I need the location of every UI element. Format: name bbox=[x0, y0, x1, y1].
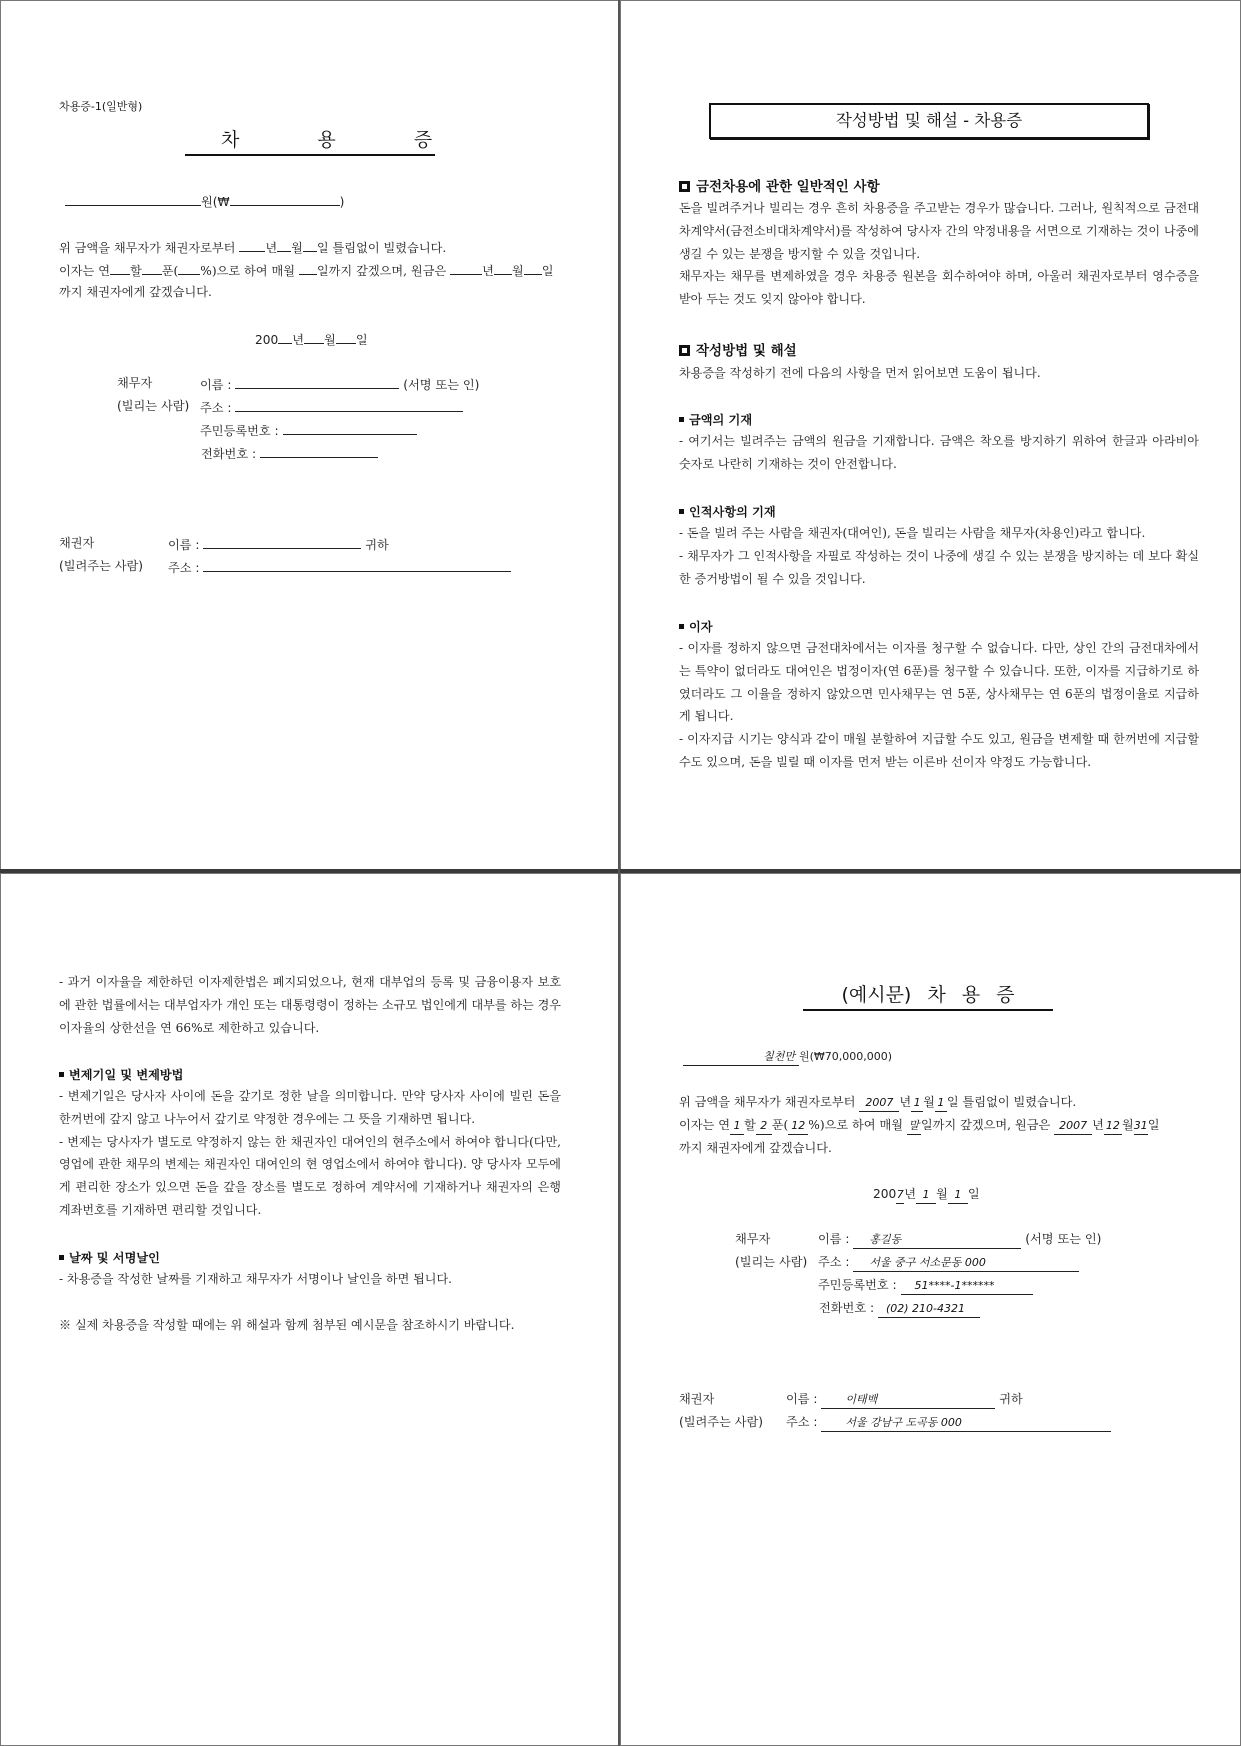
interest-percent-blank[interactable] bbox=[178, 260, 200, 275]
sample-debtor-id-row: 주민등록번호 : 51****-1****** bbox=[818, 1276, 1033, 1295]
sample-creditor-name-row: 이름 : 이태백 귀하 bbox=[786, 1390, 1023, 1409]
sub-repayment-body: - 변제기일은 당사자 사이에 돈을 갚기로 정한 날을 의미합니다. 만약 당사자 사이에 빌린 돈을 한꺼번에 갚지 않고 나누어서 갚기로 약정한 경우에는 그 뜻을 기재하면 됩니다. - 변제는 당사자가 별도로 약정하지 않는 한 채권자인 대여인의 현주소에서 하여야 합니다(다만, 영업에 관한 채무의 변제는 채권자인 대여인의 현 영업소에서 하여야 합니다). 양 당사자 모두에게 편리한 장소가 있으면 돈을 갚을 장소를 별도로 정하여 계약서에 기재하거나 채권자의 은행 계좌번호를 기재하면 편리할 것입니다. bbox=[59, 1089, 561, 1217]
sample-debtor-phone[interactable]: (02) 210-4321 bbox=[878, 1302, 980, 1318]
square-bullet-icon bbox=[679, 345, 690, 356]
debtor-phone-row: 전화번호 : bbox=[201, 443, 378, 462]
month-blank[interactable] bbox=[277, 237, 291, 252]
sample-date-year[interactable]: 7 bbox=[896, 1188, 904, 1204]
sample-date-row: 2007년 1 월 1 일 bbox=[873, 1185, 980, 1204]
bullet-icon bbox=[679, 624, 684, 629]
page-3-instructions-continued bbox=[0, 873, 620, 1746]
repay-year-blank[interactable] bbox=[450, 260, 482, 275]
bullet-icon bbox=[59, 1255, 64, 1260]
sample-repay-year[interactable]: 2007 bbox=[1054, 1119, 1092, 1135]
debtor-address-row: 주소 : bbox=[200, 397, 463, 416]
sample-borrow-line-2: 이자는 연 1 할 2 푼( 12 %)으로 하여 매월 말 일까지 갚겠으며, 원금은 2007 년 12 월31일 bbox=[679, 1116, 1159, 1135]
sub-repayment-heading: 변제기일 및 변제방법 bbox=[59, 1066, 183, 1083]
page-divider-vertical bbox=[618, 0, 620, 1746]
sample-borrow-line-3: 까지 채권자에게 갚겠습니다. bbox=[679, 1141, 832, 1155]
day-blank[interactable] bbox=[303, 237, 317, 252]
sample-interest-hal[interactable]: 1 bbox=[730, 1119, 744, 1135]
debtor-id-row: 주민등록번호 : bbox=[200, 420, 417, 439]
sample-debtor-label: 채무자 bbox=[735, 1232, 771, 1246]
amount-number-blank[interactable] bbox=[230, 191, 340, 206]
sample-amount-row bbox=[683, 1048, 892, 1066]
instructions-title: 작성방법 및 해설 - 차용증 bbox=[709, 103, 1149, 139]
sub-amount-body: - 여기서는 빌려주는 금액의 원금을 기재합니다. 금액은 착오를 방지하기 위하여 한글과 아라비아 숫자로 나란히 기재하는 것이 안전합니다. bbox=[679, 434, 1199, 471]
sample-interest-percent[interactable]: 12 bbox=[788, 1119, 808, 1135]
debtor-address-blank[interactable] bbox=[235, 397, 463, 412]
sub-signature-heading: 날짜 및 서명날인 bbox=[59, 1249, 160, 1266]
borrow-line-2: 이자는 연 할 푼( %)으로 하여 매월 일까지 갚겠으며, 원금은 년 월 일 bbox=[59, 260, 553, 279]
interest-limit-body: - 과거 이자율을 제한하던 이자제한법은 폐지되었으나, 현재 대부업의 등록 및 금융이용자 보호에 관한 법률에서는 대부업자가 개인 또는 대통령령이 정하는 소규모 법인에게 대부를 하는 경우 이자율의 상한선을 연 66%로 제한하고 있습니다. bbox=[59, 975, 561, 1035]
form-code: 차용증-1(일반형) bbox=[59, 100, 143, 113]
amount-label: 원(₩ bbox=[201, 195, 230, 209]
year-blank[interactable] bbox=[239, 237, 265, 252]
amount-blank[interactable] bbox=[65, 191, 201, 206]
sample-debtor-phone-row: 전화번호 : (02) 210-4321 bbox=[819, 1299, 980, 1318]
sample-repay-month[interactable]: 12 bbox=[1104, 1119, 1122, 1135]
creditor-sub-label: (빌려주는 사람) bbox=[59, 559, 144, 573]
sample-debtor-name-row: 이름 : 홍길동 (서명 또는 인) bbox=[818, 1230, 1101, 1249]
sample-debtor-name[interactable]: 홍길동 bbox=[853, 1233, 1021, 1249]
repay-day-blank[interactable] bbox=[524, 260, 542, 275]
sample-debtor-address-row: 주소 : 서울 중구 서소문동 000 bbox=[818, 1253, 1079, 1272]
page-2-instructions bbox=[620, 0, 1241, 870]
creditor-address-blank[interactable] bbox=[203, 557, 511, 572]
sample-creditor-sub-label: (빌려주는 사람) bbox=[679, 1415, 764, 1429]
sample-creditor-name[interactable]: 이태백 bbox=[821, 1393, 995, 1409]
bullet-icon bbox=[679, 509, 684, 514]
repay-month-blank[interactable] bbox=[494, 260, 512, 275]
page-divider-horizontal bbox=[0, 869, 1241, 873]
creditor-label: 채권자 bbox=[59, 536, 95, 550]
bullet-icon bbox=[59, 1072, 64, 1077]
sample-creditor-address-row: 주소 : 서울 강남구 도곡동 000 bbox=[786, 1413, 1111, 1432]
sample-creditor-address[interactable]: 서울 강남구 도곡동 000 bbox=[821, 1416, 1111, 1432]
sample-month[interactable]: 1 bbox=[911, 1096, 923, 1112]
square-bullet-icon bbox=[679, 181, 690, 192]
sub-signature-body: - 차용증을 작성한 날짜를 기재하고 채무자가 서명이나 날인을 하면 됩니다. bbox=[59, 1272, 453, 1286]
section-general-heading: 금전차용에 관한 일반적인 사항 bbox=[679, 175, 880, 195]
page-4-sample-loan-form bbox=[620, 873, 1241, 1746]
borrow-line-3: 까지 채권자에게 갚겠습니다. bbox=[59, 285, 212, 299]
form-title: 차 용 증 bbox=[185, 125, 435, 156]
sample-title: (예시문) 차 용 증 bbox=[803, 980, 1053, 1011]
sample-date-day[interactable]: 1 bbox=[948, 1188, 968, 1204]
bullet-icon bbox=[679, 417, 684, 422]
sample-debtor-address[interactable]: 서울 중구 서소문동 000 bbox=[853, 1256, 1079, 1272]
sample-day[interactable]: 1 bbox=[935, 1096, 947, 1112]
debtor-phone-blank[interactable] bbox=[260, 443, 378, 458]
sample-debtor-id[interactable]: 51****-1****** bbox=[901, 1279, 1033, 1295]
reference-note: ※ 실제 차용증을 작성할 때에는 위 해설과 함께 첨부된 예시문을 참조하시기 바랍니다. bbox=[59, 1318, 515, 1332]
sample-year[interactable]: 2007 bbox=[859, 1096, 899, 1112]
date-row: 200 년 월 일 bbox=[255, 329, 368, 348]
monthly-day-blank[interactable] bbox=[299, 260, 317, 275]
creditor-name-row: 이름 : 귀하 bbox=[168, 534, 389, 553]
sub-interest-heading: 이자 bbox=[679, 618, 713, 635]
debtor-label: 채무자 bbox=[117, 376, 153, 390]
debtor-name-blank[interactable] bbox=[235, 374, 399, 389]
date-day-blank[interactable] bbox=[336, 329, 356, 344]
sample-date-month[interactable]: 1 bbox=[916, 1188, 936, 1204]
debtor-id-blank[interactable] bbox=[283, 420, 417, 435]
debtor-sub-label: (빌리는 사람) bbox=[117, 399, 190, 413]
creditor-address-row: 주소 : bbox=[168, 557, 511, 576]
sample-monthly-day[interactable]: 말 bbox=[907, 1119, 921, 1135]
debtor-name-row: 이름 : (서명 또는 인) bbox=[200, 374, 479, 393]
creditor-name-blank[interactable] bbox=[203, 534, 361, 549]
sample-creditor-label: 채권자 bbox=[679, 1392, 715, 1406]
amount-row bbox=[65, 191, 344, 210]
sub-personal-body: - 돈을 빌려 주는 사람을 채권자(대여인), 돈을 빌리는 사람을 채무자(차용인)라고 합니다. - 채무자가 그 인적사항을 자필로 작성하는 것이 나중에 생길 수 있는 분쟁을 방지하는 데 보다 확실한 증거방법이 될 수 있을 것입니다. bbox=[679, 526, 1199, 586]
date-year-blank[interactable] bbox=[278, 329, 292, 344]
amount-close: ) bbox=[339, 195, 345, 209]
interest-pun-blank[interactable] bbox=[142, 260, 162, 275]
sample-debtor-sub-label: (빌리는 사람) bbox=[735, 1255, 808, 1269]
sample-borrow-line-1: 위 금액을 채무자가 채권자로부터 2007 년 1 월 1 일 틀림없이 빌렸습니다. bbox=[679, 1093, 1076, 1112]
sample-amount-label: 원(₩70,000,000) bbox=[799, 1050, 893, 1063]
borrow-line-1: 위 금액을 채무자가 채권자로부터 년 월 일 틀림없이 빌렸습니다. bbox=[59, 237, 446, 256]
interest-hal-blank[interactable] bbox=[110, 260, 130, 275]
sample-amount-handwritten[interactable]: 칠천만 bbox=[683, 1050, 799, 1066]
date-month-blank[interactable] bbox=[304, 329, 324, 344]
section-howto-heading: 작성방법 및 해설 bbox=[679, 339, 797, 359]
sub-personal-heading: 인적사항의 기재 bbox=[679, 503, 776, 520]
page-1-blank-loan-form bbox=[0, 0, 620, 870]
section-general-body: 돈을 빌려주거나 빌리는 경우 흔히 차용증을 주고받는 경우가 많습니다. 그러나, 원칙적으로 금전대차계약서(금전소비대차계약서)를 작성하여 당사자 간의 약정내용을 서면으로 기재하는 것이 나중에 생길 수 있는 분쟁을 방지할 수 있을 것입니다. 채무자는 채무를 변제하였을 경우 차용증 원본을 회수하여야 하며, 아울러 채권자로부터 영수증을 받아 두는 것도 잊지 않아야 합니다. bbox=[679, 201, 1199, 307]
sample-repay-day[interactable]: 31 bbox=[1134, 1119, 1148, 1135]
sub-interest-body: - 이자를 정하지 않으면 금전대차에서는 이자를 청구할 수 없습니다. 다만, 상인 간의 금전대차에서는 특약이 없더라도 대여인은 법정이자(연 6푼)를 청구할 수 있습니다. 또한, 이자를 지급하기로 하였더라도 그 이율을 정하지 않았으면 민사채무는 연 5푼, 상사채무는 연 6푼의 법정이율로 지급하게 됩니다. - 이자지급 시기는 양식과 같이 매월 분할하여 지급할 수도 있고, 원금을 변제할 때 한꺼번에 지급할 수도 있으며, 돈을 빌릴 때 이자를 먼저 받는 이른바 선이자 약정도 가능합니다. bbox=[679, 641, 1199, 769]
sub-amount-heading: 금액의 기재 bbox=[679, 411, 752, 428]
section-howto-intro: 차용증을 작성하기 전에 다음의 사항을 먼저 읽어보면 도움이 됩니다. bbox=[679, 366, 1041, 380]
sample-interest-pun[interactable]: 2 bbox=[756, 1119, 772, 1135]
